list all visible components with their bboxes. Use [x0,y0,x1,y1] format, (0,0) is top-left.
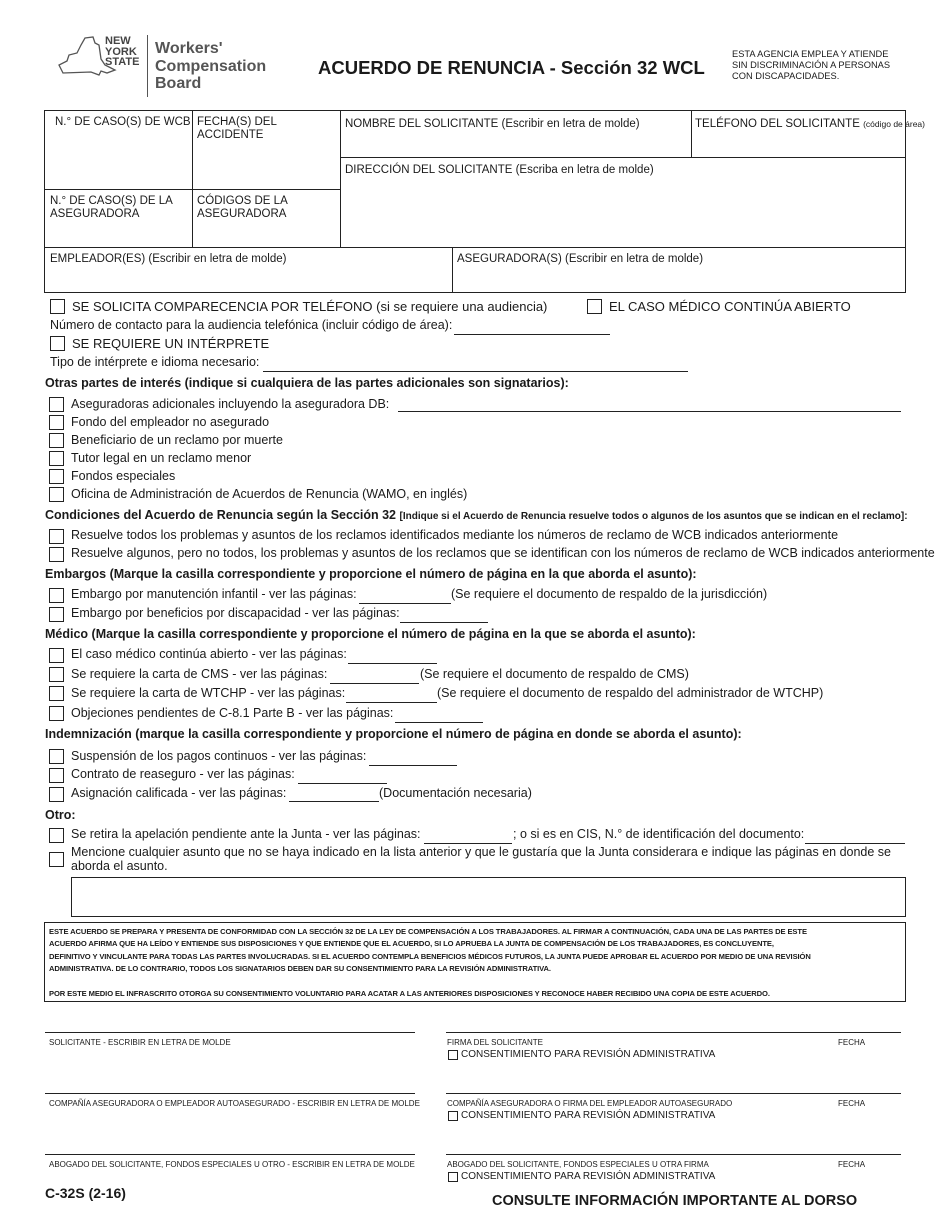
other-issues-textbox[interactable] [71,877,906,917]
resolves-some-checkbox[interactable] [49,547,64,562]
legal-text-line: DEFINITIVO Y VINCULANTE PARA TODAS LAS PARTES INVOLUCRADAS. SI EL ACUERDO CONTEMPLA BENEFICIOS MÉDICOS FUTUROS, LA JUNTA PUEDE APROBAR EL ACUERDO POR MEDIO DE UNA REVISIÓN [49,951,811,961]
qualified-assignment-pages-input[interactable] [289,801,379,802]
wtchp-letter-note: (Se requiere el documento de respaldo del administrador de WTCHP) [437,686,824,700]
claimant-signature-label: FIRMA DEL SOLICITANTE [447,1038,544,1047]
qualified-assignment-label: Asignación calificada - ver las páginas: [71,786,287,800]
legal-consent-line: POR ESTE MEDIO EL INFRASCRITO OTORGA SU CONSENTIMIENTO VOLUNTARIO PARA ACATAR A LAS ANTERIORES DISPOSICIONES Y RECONOCE HABER RECIBIDO UNA COPIA DE ESTE ACUERDO. [49,988,770,998]
other-issues-label: Mencione cualquier asunto que no se haya indicado en la lista anterior y que le gustaría que la Junta considerara e indique las páginas en donde se [71,845,892,859]
other-party-label: Beneficiario de un reclamo por muerte [71,433,283,447]
resolves-some-label: Resuelve algunos, pero no todos, los problemas y asuntos de los reclamos que se identifican con los números de reclamo de WCB indicados anteriormente [71,546,935,560]
wtchp-letter-checkbox[interactable] [49,686,64,701]
logo-board-line: Workers' [155,40,223,57]
medical-open-pages-label: El caso médico continúa abierto - ver las páginas: [71,647,347,661]
appeal-withdrawn-label: Se retira la apelación pendiente ante la Junta - ver las páginas: [71,827,421,841]
child-support-label: Embargo por manutención infantil - ver las páginas: [71,587,357,601]
legal-notice-box [44,922,906,1002]
cms-letter-checkbox[interactable] [49,667,64,682]
logo-board-line: Board [155,75,202,92]
reinsurance-pages-input[interactable] [298,783,387,784]
claimant-print-name-label: SOLICITANTE - ESCRIBIR EN LETRA DE MOLDE [49,1038,231,1047]
indemnity-heading: Indemnización (marque la casilla correspondiente y proporcione el número de página en donde se aborda el asunto): [45,727,742,741]
notice-line: SIN DISCRIMINACIÓN A PERSONAS [732,60,891,70]
notice-line: ESTA AGENCIA EMPLEA Y ATIENDE [732,49,889,59]
special-funds-checkbox[interactable] [49,469,64,484]
appeal-cis-label: ; o si es en CIS, N.° de identificación del documento: [513,827,805,841]
uninsured-fund-checkbox[interactable] [49,415,64,430]
wcb-case-field[interactable]: N.° DE CASO(S) DE WCB [55,116,191,128]
c81-objections-checkbox[interactable] [49,706,64,721]
appeal-cis-input[interactable] [805,843,905,844]
other-party-label: Aseguradoras adicionales incluyendo la aseguradora DB: [71,397,390,411]
claimant-phone-label: TELÉFONO DEL SOLICITANTE [695,118,860,130]
suspension-checkbox[interactable] [49,749,64,764]
other-heading: Otro: [45,808,76,822]
notice-line: CON DISCAPACIDADES. [732,71,840,81]
interpreter-label: SE REQUIERE UN INTÉRPRETE [72,336,270,351]
cms-letter-pages-input[interactable] [330,683,419,684]
attorney-signature-label: ABOGADO DEL SOLICITANTE, FONDOS ESPECIALES U OTRA FIRMA [447,1160,709,1169]
logo-board-line: Compensation [155,57,267,75]
claimant-consent-checkbox[interactable] [448,1050,458,1060]
logo-state-line: STATE [105,56,140,68]
claimant-signature-line[interactable] [446,1032,901,1033]
legal-text-line: ADMINISTRATIVA. DE LO CONTRARIO, TODOS LOS SIGNATARIOS DEBEN DAR SU CONSENTIMIENTO PARA LA REVISIÓN ADMINISTRATIVA. [49,964,551,974]
logo-state-line: NEW [105,35,131,47]
attorney-signature-line[interactable] [446,1154,901,1155]
logo-divider [147,35,148,97]
wtchp-letter-pages-input[interactable] [346,702,437,703]
suspension-pages-input[interactable] [369,765,457,766]
accident-date-label: FECHA(S) DEL [197,116,277,128]
other-party-label: Fondos especiales [71,469,176,483]
carrier-date-label: FECHA [838,1099,866,1108]
c81-objections-label: Objeciones pendientes de C-8.1 Parte B - ver las páginas: [71,706,394,720]
attorney-consent-label: CONSENTIMIENTO PARA REVISIÓN ADMINISTRATIVA [461,1171,716,1182]
disability-lien-pages-input[interactable] [400,622,488,623]
logo-state-line: YORK [105,45,137,58]
disability-lien-label: Embargo por beneficios por discapacidad - ver las páginas: [71,606,400,620]
carrier-codes-label: ASEGURADORA [197,208,287,220]
attorney-print-name-line[interactable] [45,1154,415,1155]
disability-lien-checkbox[interactable] [49,607,64,622]
additional-carriers-input[interactable] [398,411,901,412]
medical-heading: Médico (Marque la casilla correspondiente y proporcione el número de página en la que se aborda el asunto): [45,627,696,641]
conditions-heading: Condiciones del Acuerdo de Renuncia según la Sección 32 [45,508,397,522]
other-issues-checkbox[interactable] [49,852,64,867]
carrier-field[interactable]: ASEGURADORA(S) (Escribir en letra de molde) [457,253,704,265]
appeal-pages-input[interactable] [424,843,512,844]
claimant-consent-label: CONSENTIMIENTO PARA REVISIÓN ADMINISTRATIVA [461,1049,716,1060]
qualified-assignment-checkbox[interactable] [49,787,64,802]
carrier-print-name-line[interactable] [45,1093,415,1094]
legal-text-line: ESTE ACUERDO SE PREPARA Y PRESENTA DE CONFORMIDAD CON LA SECCIÓN 32 DE LA LEY DE COMPENSACIÓN A LOS TRABAJADORES. AL FIRMAR A CONTINUACIÓN, CADA UNA DE LAS PARTES DE ESTE [49,927,807,936]
other-issues-label: aborda el asunto. [71,859,168,873]
carrier-codes-label: CÓDIGOS DE LA [197,195,288,207]
resolves-all-checkbox[interactable] [49,529,64,544]
liens-heading: Embargos (Marque la casilla correspondiente y proporcione el número de página en la que aborda el asunto): [45,567,697,581]
accident-date-field[interactable] [197,116,277,142]
claimant-phone-note: (código de área) [863,119,925,129]
contact-number-input[interactable] [454,334,610,335]
legal-guardian-checkbox[interactable] [49,451,64,466]
conditions-heading-note: [Indique si el Acuerdo de Renuncia resuelve todos o algunos de los asuntos que se indican en el reclamo]: [399,511,908,522]
interpreter-type-label: Tipo de intérprete e idioma necesario: [50,355,260,369]
claimant-date-label: FECHA [838,1038,866,1047]
qualified-assignment-note: (Documentación necesaria) [379,786,532,800]
interpreter-checkbox[interactable] [50,336,65,351]
phone-appearance-checkbox[interactable] [50,299,65,314]
reinsurance-label: Contrato de reaseguro - ver las páginas: [71,767,295,781]
carrier-signature-label: COMPAÑÍA ASEGURADORA O FIRMA DEL EMPLEADOR AUTOASEGURADO [447,1099,733,1108]
contact-number-label: Número de contacto para la audiencia telefónica (incluir código de área): [50,318,453,332]
claimant-print-name-line[interactable] [45,1032,415,1033]
attorney-print-name-label: ABOGADO DEL SOLICITANTE, FONDOS ESPECIALES U OTRO - ESCRIBIR EN LETRA DE MOLDE [49,1160,415,1169]
carrier-case-label: ASEGURADORA [50,208,140,220]
death-beneficiary-checkbox[interactable] [49,433,64,448]
carrier-print-name-label: COMPAÑÍA ASEGURADORA O EMPLEADOR AUTOASEGURADO - ESCRIBIR EN LETRA DE MOLDE [49,1099,420,1108]
claimant-phone-field[interactable] [695,118,925,131]
form-id: C-32S (2-16) [45,1185,126,1201]
employer-field[interactable]: EMPLEADOR(ES) (Escribir en letra de molde) [50,253,287,265]
carrier-codes-field[interactable] [197,195,288,221]
wtchp-letter-label: Se requiere la carta de WTCHP - ver las páginas: [71,686,346,700]
child-support-note: (Se requiere el documento de respaldo de la jurisdicción) [451,587,768,601]
carrier-signature-line[interactable] [446,1093,901,1094]
suspension-label: Suspensión de los pagos continuos - ver las páginas: [71,749,367,763]
attorney-date-label: FECHA [838,1160,866,1169]
back-page-note: CONSULTE INFORMACIÓN IMPORTANTE AL DORSO [492,1193,858,1209]
medical-open-label: EL CASO MÉDICO CONTINÚA ABIERTO [609,299,851,314]
other-parties-heading: Otras partes de interés (indique si cualquiera de las partes adicionales son signatarios): [45,376,569,390]
child-support-checkbox[interactable] [49,588,64,603]
additional-carriers-checkbox[interactable] [49,397,64,412]
interpreter-type-input[interactable] [263,371,688,372]
phone-appearance-label: SE SOLICITA COMPARECENCIA POR TELÉFONO (si se requiere una audiencia) [72,299,548,314]
legal-text-line: ACUERDO AFIRMA QUE HA LEÍDO Y ENTIENDE SUS DISPOSICIONES Y QUE ENTIENDE QUE EL ACUERDO, SI LO APRUEBA LA JUNTA DE COMPENSACIÓN DE LOS TRABAJADORES, ES CONCLUYENTE, [49,939,774,949]
other-party-label: Tutor legal en un reclamo menor [71,451,252,465]
logo [55,30,275,102]
child-support-pages-input[interactable] [359,603,451,604]
c81-objections-pages-input[interactable] [395,722,483,723]
attorney-consent-checkbox[interactable] [448,1172,458,1182]
medical-open-checkbox[interactable] [587,299,602,314]
cms-letter-label: Se requiere la carta de CMS - ver las páginas: [71,667,328,681]
medical-open-pages-checkbox[interactable] [49,648,64,663]
other-party-label: Oficina de Administración de Acuerdos de Renuncia (WAMO, en inglés) [71,487,468,501]
carrier-consent-label: CONSENTIMIENTO PARA REVISIÓN ADMINISTRATIVA [461,1110,716,1121]
other-party-label: Fondo del empleador no asegurado [71,415,270,429]
wamo-checkbox[interactable] [49,487,64,502]
carrier-case-label: N.° DE CASO(S) DE LA [50,195,173,207]
reinsurance-checkbox[interactable] [49,768,64,783]
carrier-consent-checkbox[interactable] [448,1111,458,1121]
resolves-all-label: Resuelve todos los problemas y asuntos de los reclamos identificados mediante los números de reclamo de WCB indicados anteriormente [71,528,839,542]
cms-letter-note: (Se requiere el documento de respaldo de CMS) [420,667,689,681]
accident-date-label: ACCIDENTE [197,129,264,141]
form-title: ACUERDO DE RENUNCIA - Sección 32 WCL [318,57,705,78]
medical-open-pages-input[interactable] [348,663,437,664]
claimant-name-field[interactable]: NOMBRE DEL SOLICITANTE (Escribir en letra de molde) [345,118,640,130]
carrier-case-field[interactable] [50,195,173,221]
appeal-withdrawn-checkbox[interactable] [49,828,64,843]
claimant-address-field[interactable]: DIRECCIÓN DEL SOLICITANTE (Escriba en letra de molde) [345,164,654,176]
